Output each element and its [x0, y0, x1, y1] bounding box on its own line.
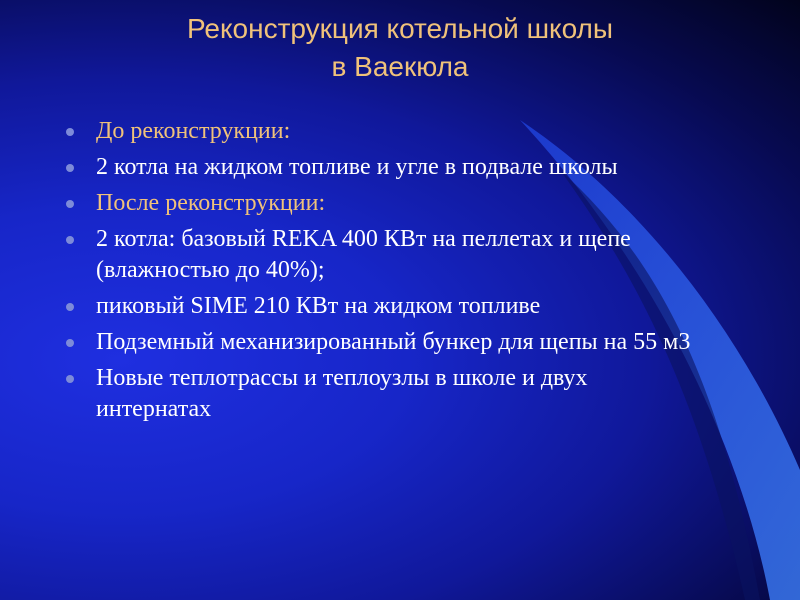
bullet-item — [62, 291, 702, 322]
bullet-text: Новые теплотрассы и теплоузлы в школе и двух интернатах — [96, 365, 588, 422]
bullet-text: Подземный механизированный бункер для щепы на 55 м3 — [96, 329, 691, 355]
slide-title — [60, 10, 740, 86]
bullet-dot-icon — [66, 164, 74, 172]
bullet-item — [62, 188, 702, 219]
bullet-dot-icon — [66, 339, 74, 347]
bullet-dot-icon — [66, 236, 74, 244]
bullet-text: До реконструкции: — [96, 118, 291, 144]
bullet-text: 2 котла на жидком топливе и угле в подвале школы — [96, 154, 618, 180]
bullet-dot-icon — [66, 200, 74, 208]
bullet-item — [62, 224, 702, 286]
title-line-1: Реконструкция котельной школы — [186, 13, 614, 44]
bullet-item — [62, 327, 702, 358]
bullet-text: После реконструкции: — [96, 190, 326, 216]
bullet-text: 2 котла: базовый REKA 400 КВт на пеллетах и щепе (влажностью до 40%); — [96, 226, 631, 283]
bullet-dot-icon — [66, 128, 74, 136]
title-line-2: в Ваекюла — [331, 51, 469, 82]
bullet-item — [62, 363, 702, 425]
bullet-dot-icon — [66, 303, 74, 311]
bullet-item — [62, 116, 702, 147]
bullet-text: пиковый SIME 210 КВт на жидком топливе — [96, 293, 541, 319]
bullet-dot-icon — [66, 375, 74, 383]
bullet-item — [62, 152, 702, 183]
bullet-list — [62, 116, 702, 430]
